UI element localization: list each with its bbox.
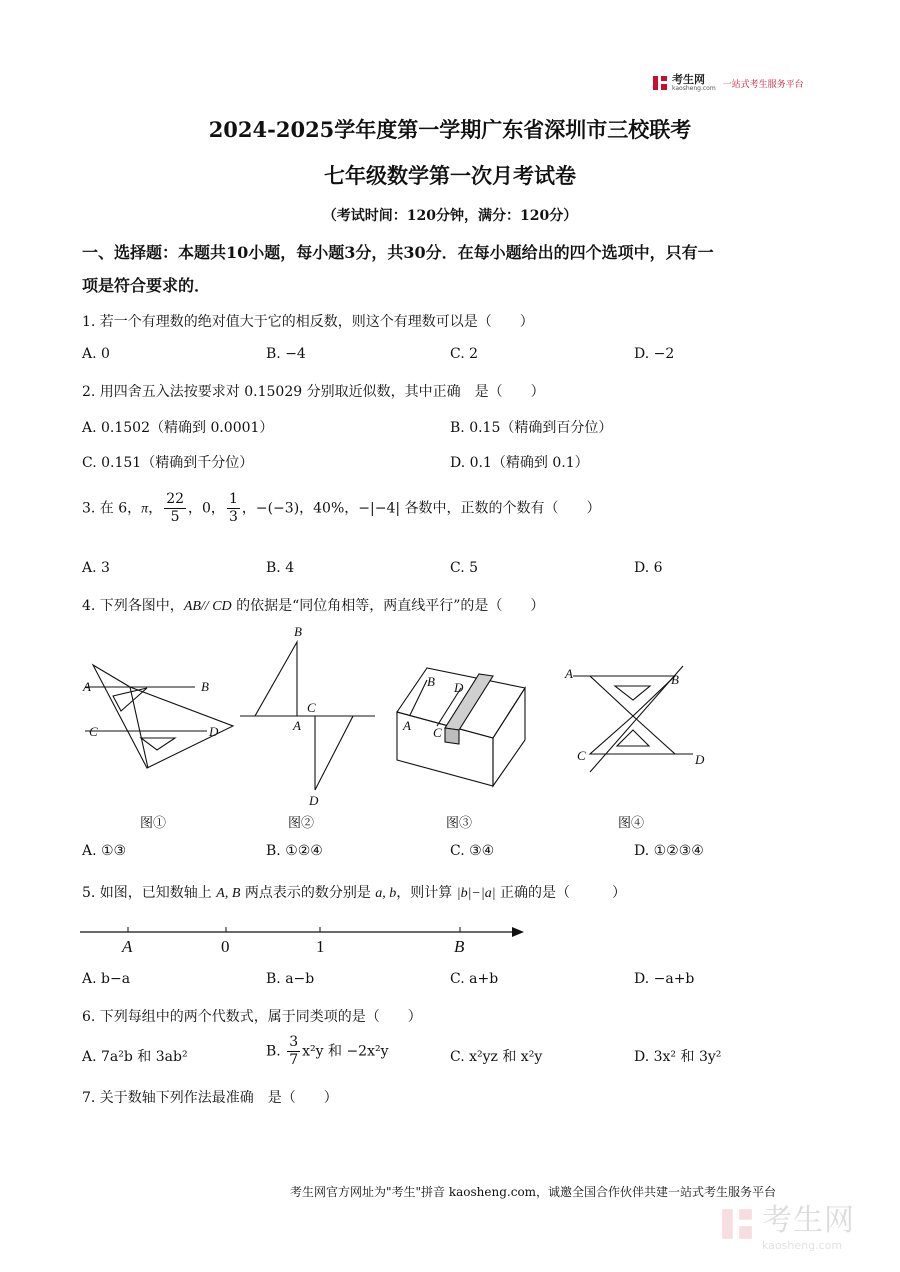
q3-option-c: C. 5 [450,560,479,576]
question-6-stem: 6. 下列每组中的两个代数式，属于同类项的是（ ） [82,1009,422,1025]
logo-domain: kaosheng.com [672,85,716,92]
question-1-stem: 1. 若一个有理数的绝对值大于它的相反数，则这个有理数可以是（ ） [82,314,534,330]
axis-label-0: 0 [221,937,230,956]
fig4-label-d: D [695,752,705,767]
q3-option-b: B. 4 [266,560,295,576]
fig1-triangle-hole-2 [141,738,175,750]
section-heading-cont: 项是符合要求的． [82,276,211,295]
q5-option-c: C. a+b [450,971,499,987]
q2-option-a: A. 0.1502（精确到 0.0001） [82,420,274,436]
q6-option-b-expr: x²y 和 −2x²y [302,1043,389,1060]
fig1-label-c: C [89,724,98,739]
fig2-caption: 图② [288,816,315,831]
q3-fraction-1-3 [227,491,240,526]
q6-option-b [266,1034,389,1069]
q4-option-d: D. ①②③④ [634,843,704,859]
q1-option-c: C. 2 [450,346,479,362]
q3-text-2: ，0， [188,500,225,517]
q3-option-d: D. 6 [634,560,663,576]
fig2-label-b: B [294,624,302,639]
q6-option-a: A. 7a²b 和 3ab² [82,1049,188,1065]
q4-option-b: B. ①②④ [266,843,323,859]
logo-slogan: 一站式考生服务平台 [722,79,804,90]
logo-brand: 考生网 [672,73,705,86]
question-5-stem [82,882,626,902]
watermark-domain: kaosheng.com [762,1239,843,1252]
fig2-lower-triangle [315,716,353,790]
q3-pi: π [141,501,149,517]
question-4-stem [82,595,544,615]
q5-option-d: D. −a+b [634,971,695,987]
q5-number-line [80,918,530,958]
fig2-upper-triangle [255,642,297,716]
fig4-triangle-hole-1 [615,686,650,700]
q1-option-b: B. −4 [266,346,306,362]
question-2-stem: 2. 用四舍五入法按要求对 0.15029 分别取近似数，其中正确 是（ ） [82,384,545,400]
fig3-line-ab [410,680,427,715]
fig1-label-b: B [201,679,209,694]
fig3-label-a: A [403,718,411,733]
q2-option-c: C. 0.151（精确到千分位） [82,455,254,471]
q6-option-d: D. 3x² 和 3y² [634,1049,722,1065]
fig3-label-d: D [454,680,464,695]
fig3-ruler-end [445,728,459,744]
header-logo [652,74,804,92]
page-subtitle: 七年级数学第一次月考试卷 [324,163,576,188]
fig1-label-a: A [83,679,91,694]
q3-text-3: ，−(−3)，40%，−|−4| 各数中，正数的个数有（ ） [241,500,601,517]
watermark-text-block [762,1195,855,1252]
kaosheng-logo-icon [652,75,668,91]
fig3-label-c: C [433,725,442,740]
fig3-caption: 图③ [446,816,473,831]
figure-3-diagram [397,668,525,786]
q1-option-a: A. 0 [82,346,110,362]
axis-label-a: A [122,937,133,956]
q2-option-b: B. 0.15（精确到百分位） [450,420,613,436]
axis-label-1: 1 [316,937,325,956]
q4-option-c: C. ③④ [450,843,495,859]
page-title: 2024-2025学年度第一学期广东省深圳市三校联考 [208,117,692,142]
fig2-label-a: A [293,718,301,733]
fig4-caption: 图④ [618,816,645,831]
fig4-upper-triangle [590,676,675,716]
figure-4-diagram [564,666,705,772]
q5-text-d: 正确的是（ ） [495,885,627,901]
q3-frac1-den: 5 [170,509,180,525]
q6-option-b-label: B. [266,1043,281,1060]
q1-option-d: D. −2 [634,346,675,362]
figure-2-diagram [240,624,375,808]
q5-text-b: 两点表示的数分别是 [240,885,376,901]
q3-fraction-22-5 [164,491,186,526]
figure-1-diagram [82,665,233,768]
fig3-label-b: B [427,674,435,689]
fig1-ruler-edge [130,687,148,768]
fig4-label-b: B [671,672,679,687]
q5-text-a: 5. 如图，已知数轴上 [82,885,217,901]
fig4-lower-triangle [590,716,675,754]
q3-text-1: 3. 在 6， [82,500,142,517]
fig1-label-d: D [209,724,219,739]
q5-option-b: B. a−b [266,971,315,987]
fig3-box-front [397,712,493,786]
q6-fraction-3-7 [287,1034,300,1069]
fig4-label-c: C [577,748,586,763]
question-3-stem: 3. 在 6，π， $\frac{22}{5}$ ，0， $\frac{1}{3}$ ，−(−3)，40%，−|−4| 各数中，正数的个数有（ ） [82,491,601,525]
section-heading: 一、选择题：本题共10小题，每小题3分，共30分．在每小题给出的四个选项中，只有一 [82,243,714,262]
q5-text-c: ，则计算 [396,885,457,901]
question-7-stem: 7. 关于数轴下列作法最准确 是（ ） [82,1090,338,1106]
q4-text-b: 的依据是“同位角相等，两直线平行”的是（ ） [231,598,545,614]
q6-frac-den: 7 [289,1052,299,1068]
fig4-label-a: A [565,666,573,681]
q6-frac-num: 3 [289,1034,299,1050]
watermark-logo-icon [720,1207,754,1241]
axis-label-b: B [454,937,465,956]
q4-figures [75,620,835,812]
exam-info: （考试时间：120分钟，满分：120分） [322,208,578,224]
watermark [720,1195,855,1252]
q2-option-d: D. 0.1（精确到 0.1） [450,455,589,471]
q3-frac1-num: 22 [166,491,185,507]
page-footer: 考生网官方网址为"考生"拼音 kaosheng.com，诚邀全国合作伙伴共建一站式考生服务平台 [290,1185,777,1199]
q5-option-a: A. b−a [82,971,131,987]
fig2-label-d: D [309,793,319,808]
fig1-caption: 图① [140,816,167,831]
fig4-triangle-hole-2 [617,730,649,746]
q4-math-ab-cd: AB// CD [183,599,232,614]
number-line-arrow-icon [512,927,524,937]
q5-math-points: A, B [216,886,241,901]
q5-math-values: a, b [375,886,397,901]
q4-option-a: A. ①③ [82,843,127,859]
fig3-box-side [493,688,525,786]
q5-math-expression: |b|−|a| [456,886,496,901]
q3-frac2-num: 1 [228,491,238,507]
fig1-triangle-ruler-outline [93,665,233,768]
fig2-label-c: C [307,700,316,715]
watermark-text: 考生网 [762,1203,855,1238]
q4-text-a: 4. 下列各图中， [82,598,184,614]
q3-option-a: A. 3 [82,560,110,576]
logo-text-block [672,74,716,92]
q3-frac2-den: 3 [228,509,238,525]
q6-option-c: C. x²yz 和 x²y [450,1049,543,1065]
